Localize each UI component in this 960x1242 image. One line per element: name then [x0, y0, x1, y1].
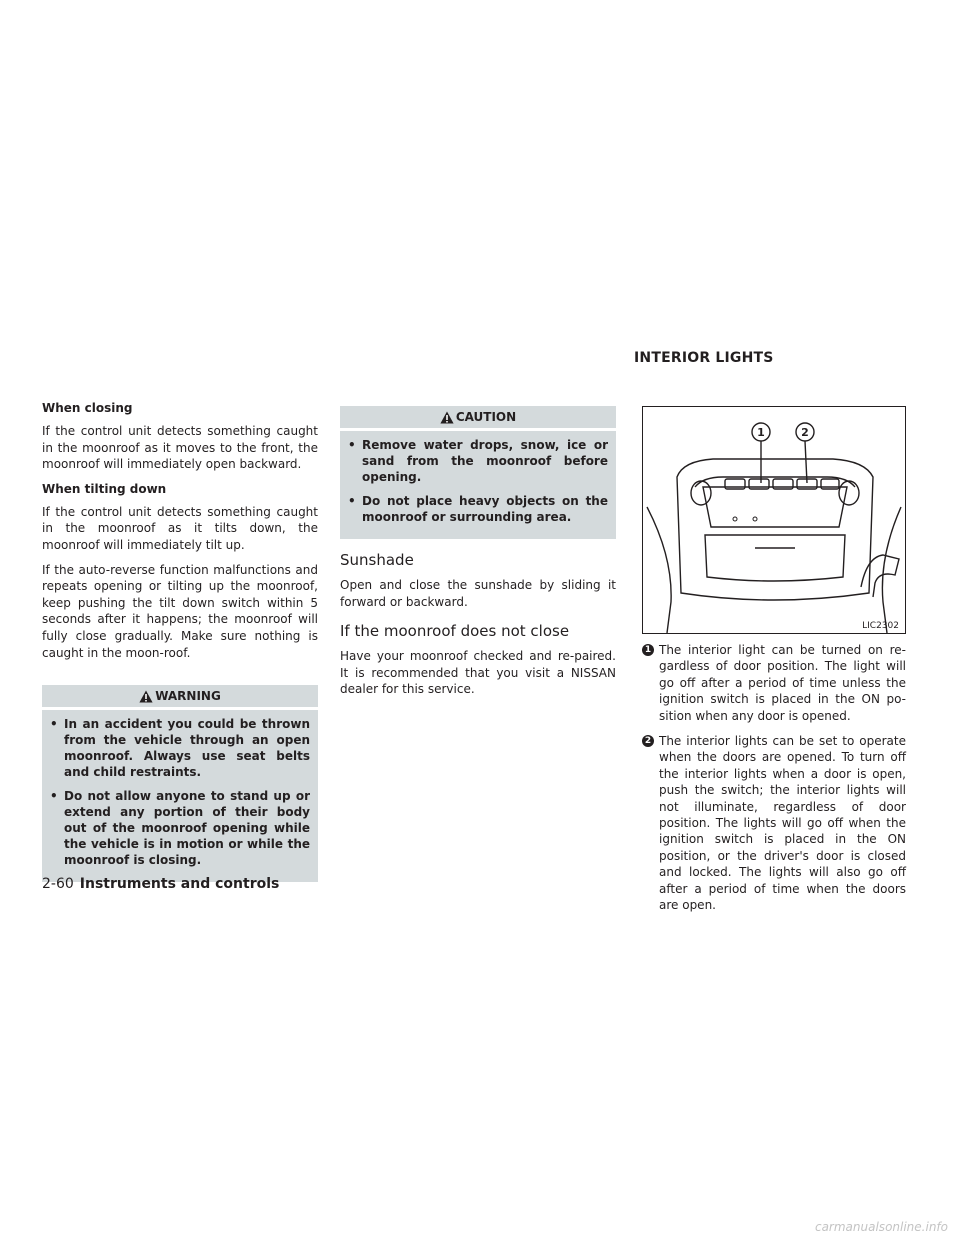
- watermark: carmanualsonline.info: [814, 1220, 948, 1234]
- caution-triangle-icon: [440, 411, 454, 424]
- warning-title: WARNING: [155, 689, 221, 704]
- warning-box: [42, 685, 318, 882]
- item-2-text: The interior lights can be set to operate when the doors are opened. To turn off the interior lights when a door is open, push the switch; the interior lights will not illuminate, regardless of door position. The lights will go off when the ignition switch is placed in the ON position, or the driver's door is closed and locked. The lights will also go off after a period of time when the doors are open.: [659, 734, 906, 913]
- item-2-number: 2: [642, 735, 654, 747]
- caution-title: CAUTION: [455, 410, 517, 424]
- warning-item: • In an accident you could be thrown from the vehicle through an open moonroof. Always use seat belts and child restraints.: [50, 716, 310, 780]
- page-footer: [42, 876, 279, 892]
- column-left: [42, 400, 318, 882]
- chapter-title: Instruments and controls: [79, 876, 280, 892]
- item-1-number: 1: [642, 644, 654, 656]
- sunshade-text: Open and close the sunshade by sliding it forward or backward.: [340, 578, 616, 609]
- numbered-items: [642, 642, 906, 914]
- warning-triangle-icon: [139, 690, 153, 703]
- interior-light-illustration: [643, 407, 905, 633]
- when-closing-heading: When closing: [42, 401, 133, 415]
- figure-label: LIC2302: [862, 621, 899, 631]
- caution-item: • Do not place heavy objects on the moonroof or surrounding area.: [348, 493, 608, 525]
- item-1: [642, 642, 906, 724]
- column-right: [642, 406, 906, 923]
- warning-item: • Do not allow anyone to stand up or extend any portion of their body out of the moonroof opening while the vehicle is in motion or while the moonroof is closing.: [50, 788, 310, 868]
- not-close-heading: If the moonroof does not close: [340, 622, 570, 641]
- interior-light-figure: [642, 406, 906, 634]
- sunshade-heading: Sunshade: [340, 551, 414, 569]
- when-tilting-text: If the control unit detects something caught in the moonroof as it tilts down, the moonroof will immediately tilt up.: [42, 504, 318, 552]
- caution-box: [340, 406, 616, 539]
- callout-1: 1: [757, 426, 765, 439]
- page-number: 2-60: [42, 876, 74, 892]
- caution-item: • Remove water drops, snow, ice or sand from the moonroof before opening.: [348, 437, 608, 485]
- when-closing-text: If the control unit detects something caught in the moonroof as it moves to the front, the moonroof will immediately open backward.: [42, 424, 318, 472]
- not-close-text: Have your moonroof checked and re-paired. It is recommended that you visit a NISSAN dealer for this service.: [340, 649, 616, 697]
- section-title: INTERIOR LIGHTS: [634, 350, 774, 366]
- column-middle: [340, 400, 616, 706]
- item-1-text: The interior light can be turned on re-gardless of door position. The light will go off after a period of time unless the ignition switch is placed in the ON po-sition when any door is opened.: [659, 643, 906, 723]
- item-2: [642, 733, 906, 913]
- malfunction-text: If the auto-reverse function malfunctions and repeats opening or tilting up the moonroof, keep pushing the tilt down switch within 5 seconds after it happens; the moonroof will fully close gradually. Make sure nothing is caught in the moon-roof.: [42, 562, 318, 660]
- when-tilting-heading: When tilting down: [42, 481, 167, 496]
- callout-2: 2: [801, 426, 809, 439]
